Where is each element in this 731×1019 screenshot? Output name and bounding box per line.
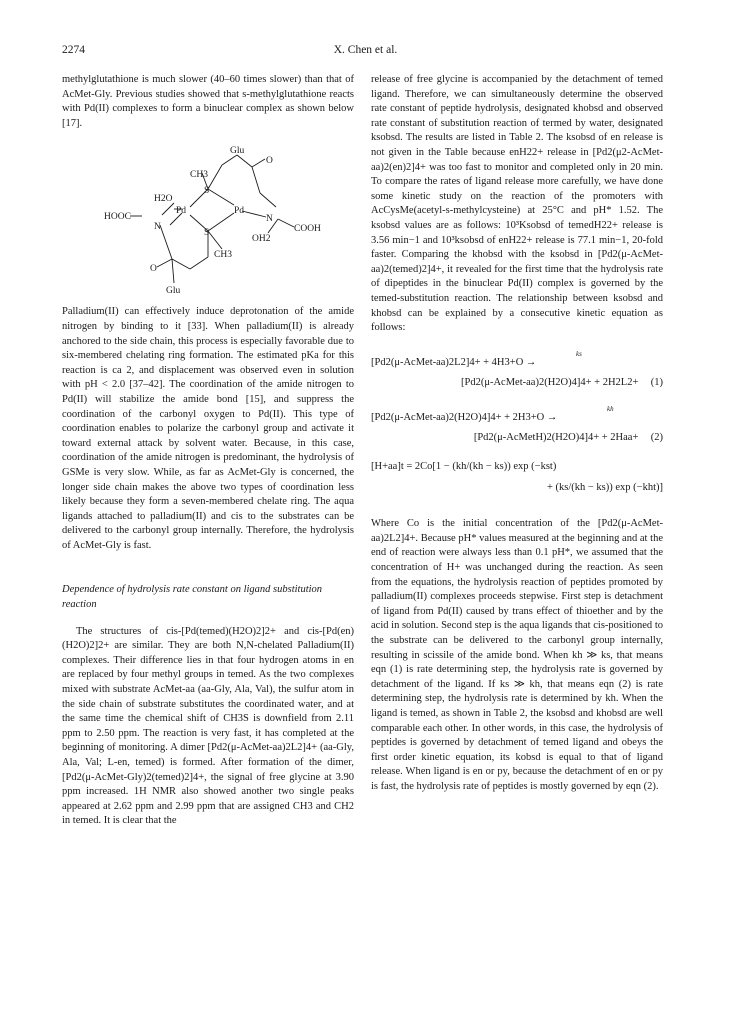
left-column [62, 73, 354, 829]
scheme-glu-top: Glu [230, 146, 245, 157]
section-heading: Dependence of hydrolysis rate constant on ligand substitution reaction [62, 584, 323, 611]
right-paragraph-1: release of free glycine is accompanied by the detachment of temed ligand. Therefore, we can simultaneously determine the observed rate constant of peptide hydrolysis, designated khobsd and observed rate constant of substitution reaction of termed by water, designated ksobsd. The results are listed in Table 2. The ksobsd of en release is not given in the Table because enH22+ release in [Pd2(μ2-AcMet-aa)2(en)2]4+ was too fast to monitor and completed only in 20 min. To compare the rates of ligand release more carefully, we have done some kinetic study on the reaction of the promoters with AcCysMe(acetyl-s-methylcysteine) at 25°C and pH* 1.52. The ksobsd values are as follows: 10³Ksobsd of temedH22+ release is 3.56 min−1 and 10³ksobsd of enH22+ release is 77.1 min−1, 20-fold faster. Comparing the khobsd with the ksobsd in [Pd2(μ-AcMet-aa)2(temed)2]4+, it revealed for the first time that the hydrolysis rate of dipeptides in the binuclear Pd(II) complex is governed by the temed-substitution reaction. The relationship between ksobsd and khobsd can be explained by a consecutive kinetic equation as follows: [371, 74, 663, 334]
equation-1-line-2: [Pd2(μ-AcMet-aa)2(H2O)4]4+ + 2H2L2+ [461, 377, 639, 389]
scheme-cooh: COOH [294, 224, 321, 235]
left-paragraph-2: Palladium(II) can effectively induce deprotonation of the amide nitrogen by binding to it [33]. When palladium(II) is already anchored to the side chain, this process is especially favorable due to six-membered chelating ring formation. The estimated pKa for this reaction is ca 2, and displacement was observed even in solution with pH < 2.0 [37–42]. The coordination of the amide nitrogen to Pd(II) will stabilize the amide bond [15], and suppress the coordination of the carbonyl oxygen to Pd(II). This type of coordination enables to polarize the carbonyl group and activate it toward external attack by solvent water. Because, in this case, coordination of the amide nitrogen is predominant, the hydrolysis of GSMe is very slow. While, as far as AcMet-Gly is concerned, the longer side chain makes the above two types of coordination less likely because they form a seven-membered chelate ring. The aqua ligands attached to palladium(II) and cis to the substrates can be delivered to the carbonyl group internally. Therefore, the hydrolysis of AcMet-Gly is fast. [62, 306, 354, 551]
page-header [62, 44, 669, 60]
scheme-pd-right: Pd [234, 206, 245, 217]
equation-2-line-2: [Pd2(μ-AcMetH)2(H2O)4]4+ + 2Haa+ [473, 432, 639, 444]
left-paragraph-1: methylglutathione is much slower (40–60 times slower) than that of AcMet-Gly. Previous studies showed that s-methylglutathione reacts with Pd(II) complexes to form a binuclear complex as shown below [17]. [62, 74, 354, 129]
scheme-atom-labels [104, 146, 321, 296]
scheme-hooc: HOOC [104, 212, 131, 223]
right-column [371, 73, 663, 795]
scheme-n-right: N [266, 214, 273, 225]
equation-1 [371, 349, 663, 391]
scheme-ch3-top: CH3 [190, 170, 208, 181]
scheme-glu-bottom: Glu [166, 286, 181, 297]
left-paragraph-3: The structures of cis-[Pd(temed)(H2O)2]2+ and cis-[Pd(en)(H2O)2]2+ are similar. They are both N,N-chelated Palladium(II) complexes. Their difference lies in that four hydrogen atoms in en are replaced by four methyl groups in temed. As the two complexes mixed with substrate AcMet-aa (aa-Gly, Ala, Val), the sulfur atom in the side chain of substrate substitutes the coordinated water, and at the same time the chemical shift of CH3S is downfield from 2.11 ppm to 2.50 ppm. The reaction is very fast, it has completed at the beginning of monitoring. A dimer [Pd2(μ-AcMet-aa)2L2]4+ (aa-Gly, Ala, Val; L-en, temed) is formed. After formation of the dimer, [Pd2(μ-AcMet-Gly)2(temed)2]4+, the signal of free glycine at 3.90 ppm increased. 1H NMR also showed another two single peaks appeared at 2.62 ppm and 2.99 ppm that are assigned CH3 and CH2 in temed. It is clear that the [62, 625, 354, 827]
equation-1-number: (1) [650, 377, 663, 389]
scheme-n-left: N [154, 222, 161, 233]
scheme-s-top: S [204, 186, 210, 197]
equation-3-line-1: [H+aa]t = 2Co[1 − (kh/(kh − ks)) exp (−kst) [371, 461, 557, 473]
scheme-pd-left: Pd [176, 206, 187, 217]
scheme-oh2-right: OH2 [252, 234, 271, 245]
right-paragraph-2: Where Co is the initial concentration of the [Pd2(μ-AcMet-aa)2L2]4+. Because pH* values measured at the beginning and at the end of reaction were always less than 0.1 pH*, we assumed that the concentration of H+ was unchanged during the reaction. As seen from the equations, the hydrolysis reaction of peptides promoted by palladium(II) complexes proceeds stepwise. First step is detachment of ligand from Pd(II) caused by trans effect of thioether and by the acid in solution. Second step is the aqua ligands that cis-positioned to the substrate can be delivered to the carbonyl group internally, resulting in scissile of the amide bond. When kh ≫ ks, that means eqn (1) is rate determining step, the hydrolysis rate is governed by detachment of the ligand. If ks ≫ kh, that means eqn (2) is rate determining step, the hydrolysis rate is determined by kh. When the ligand is temed, as shown in Table 2, the ksobsd and khobsd are well comparable each other. In other words, in this case, the hydrolysis of peptides is governed by detachment of temed ligand and obeys the first order kinetic equation, its kobsd is equal to that of ligand release. When ligand is en or py, because the detachment of en or py is fast, the hydrolysis rate of peptides is mostly governed by eqn (2). [371, 518, 663, 792]
running-head: X. Chen et al. [333, 44, 398, 56]
equation-3 [371, 460, 663, 495]
equation-1-line-1: [Pd2(μ-AcMet-aa)2L2]4+ + 4H3+O → [371, 356, 537, 368]
equation-3-line-2: + (ks/(kh − ks)) exp (−kht)] [546, 481, 663, 493]
scheme-h2o-left: H2O [154, 194, 173, 205]
scheme-ch3-bottom: CH3 [214, 250, 232, 261]
scheme-s-bottom: S [204, 228, 210, 239]
equation-2 [371, 404, 663, 446]
equation-2-line-1: [Pd2(μ-AcMet-aa)2(H2O)4]4+ + 2H3+O → [371, 411, 558, 423]
scheme-o-bottom: O [150, 264, 157, 275]
scheme-o-top: O [266, 156, 273, 167]
equation-1-rate-constant: ks [576, 349, 582, 358]
equation-2-number: (2) [650, 432, 663, 444]
equation-2-rate-constant: kh [607, 404, 614, 413]
page-number: 2274 [62, 44, 85, 56]
binuclear-complex-scheme [62, 137, 354, 297]
